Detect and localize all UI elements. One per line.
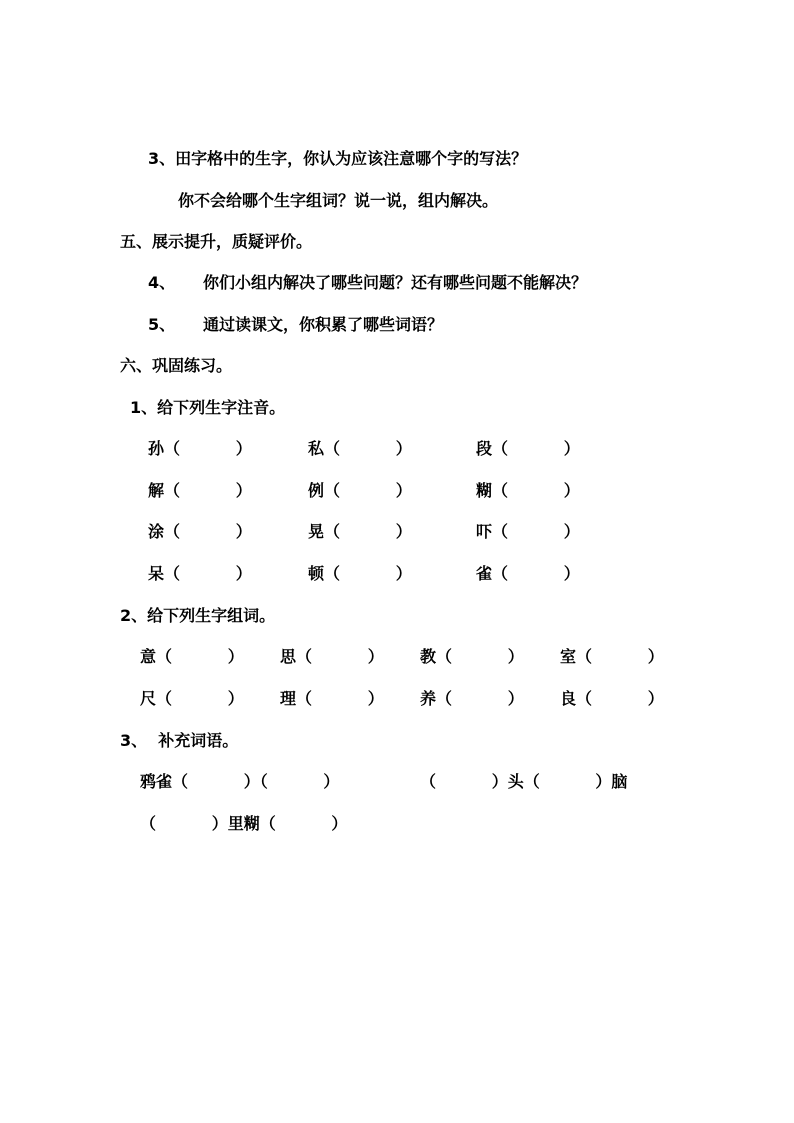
question-3-line-1: 3、田字格中的生字，你认为应该注意哪个字的写法？ bbox=[148, 149, 528, 168]
exercise-1-title: 1、给下列生字注音。 bbox=[130, 398, 286, 417]
pinyin-item-huang: 晃（ ） bbox=[308, 522, 412, 541]
pinyin-item-hu: 糊（ ） bbox=[476, 481, 580, 500]
exercise-2-title: 2、给下列生字组词。 bbox=[120, 606, 276, 625]
pinyin-item-si: 私（ ） bbox=[308, 439, 412, 458]
idiom-item-3: （ ）里糊（ ） bbox=[140, 814, 348, 833]
word-item-si: 思（ ） bbox=[280, 647, 384, 666]
pinyin-item-dai: 呆（ ） bbox=[148, 564, 252, 583]
word-item-li: 理（ ） bbox=[280, 689, 384, 708]
exercise-3-title: 3、 补充词语。 bbox=[120, 731, 239, 750]
question-5: 5、 通过读课文，你积累了哪些词语？ bbox=[148, 315, 443, 334]
section-5-heading: 五、展示提升，质疑评价。 bbox=[120, 232, 313, 251]
question-4: 4、 你们小组内解决了哪些问题？还有哪些问题不能解决？ bbox=[148, 273, 587, 292]
word-item-shi: 室（ ） bbox=[560, 647, 664, 666]
idiom-item-1: 鸦雀（ ）（ ） bbox=[140, 772, 340, 791]
question-3-line-2: 你不会给哪个生字组词？说一说，组内解决。 bbox=[178, 191, 499, 210]
pinyin-item-duan: 段（ ） bbox=[476, 439, 580, 458]
word-item-yang: 养（ ） bbox=[420, 689, 524, 708]
word-item-liang: 良（ ） bbox=[560, 689, 664, 708]
pinyin-item-dun: 顿（ ） bbox=[308, 564, 412, 583]
word-item-yi: 意（ ） bbox=[140, 647, 244, 666]
pinyin-item-sun: 孙（ ） bbox=[148, 439, 252, 458]
word-item-jiao: 教（ ） bbox=[420, 647, 524, 666]
pinyin-item-tu: 涂（ ） bbox=[148, 522, 252, 541]
idiom-item-2: （ ）头（ ）脑 bbox=[420, 772, 628, 791]
pinyin-item-li: 例（ ） bbox=[308, 481, 412, 500]
word-item-chi: 尺（ ） bbox=[140, 689, 244, 708]
pinyin-item-que: 雀（ ） bbox=[476, 564, 580, 583]
pinyin-item-jie: 解（ ） bbox=[148, 481, 252, 500]
pinyin-item-xia: 吓（ ） bbox=[476, 522, 580, 541]
section-6-heading: 六、巩固练习。 bbox=[120, 356, 233, 375]
